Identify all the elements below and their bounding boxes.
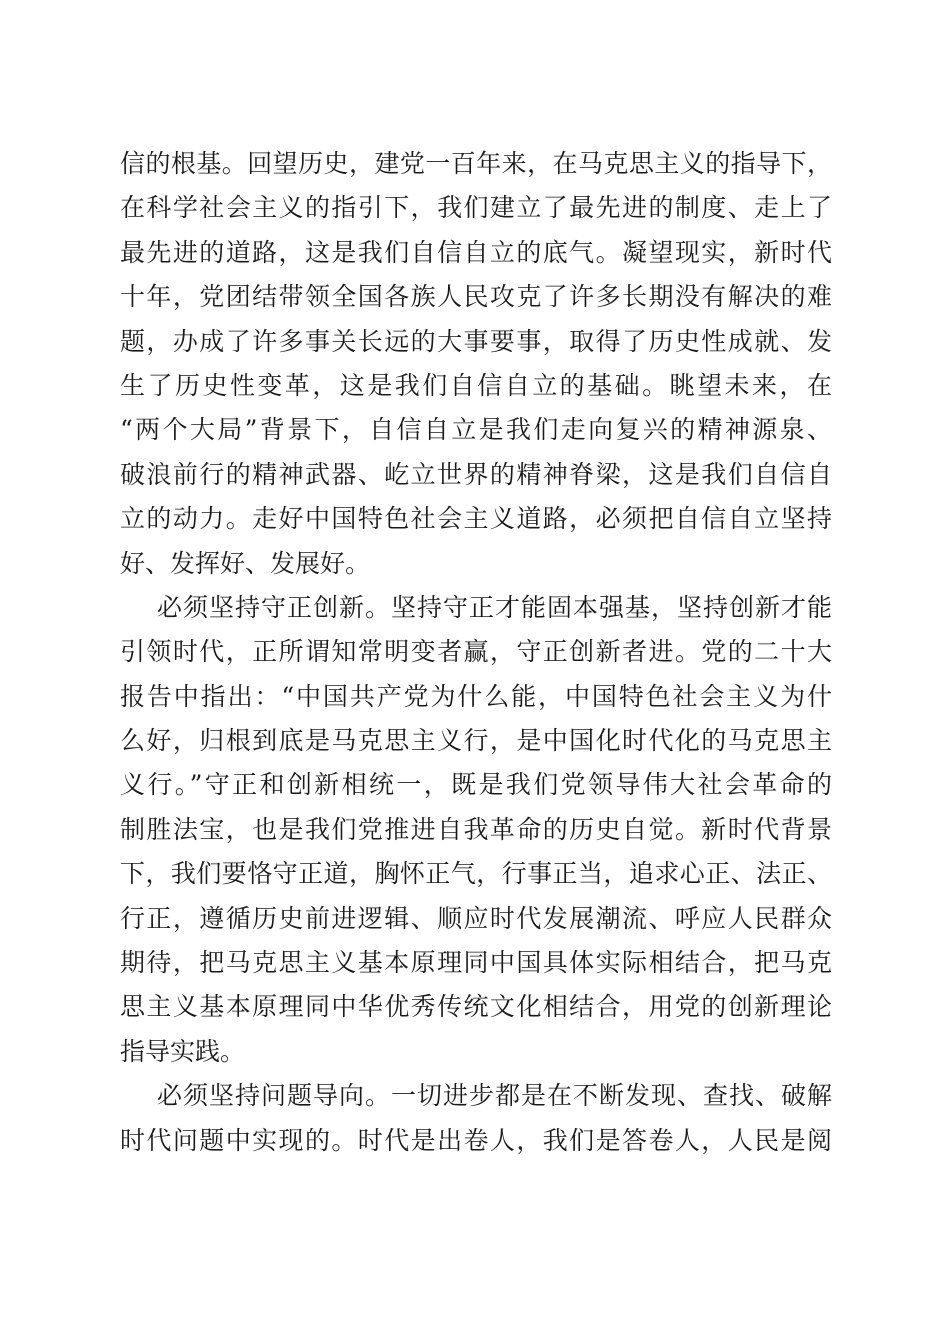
paragraph-1-line-4: 十年，党团结带领全国各族人民攻克了许多长期没有解决的难 xyxy=(120,282,832,312)
paragraph-1-line-9: 立的动力。走好中国特色社会主义道路，必须把自信自立坚持 xyxy=(120,504,832,534)
paragraph-2-line-1: 必须坚持守正创新。坚持守正才能固本强基，坚持创新才能 xyxy=(157,592,832,622)
paragraph-2-line-7: 下，我们要恪守正道，胸怀正气，行事正当，追求心正、法正、 xyxy=(120,859,832,889)
paragraph-2-line-10: 思主义基本原理同中华优秀传统文化相结合，用党的创新理论 xyxy=(120,992,832,1022)
paragraph-1-line-3: 最先进的道路，这是我们自信自立的底气。凝望现实，新时代 xyxy=(120,237,832,267)
paragraph-1-line-2: 在科学社会主义的指引下，我们建立了最先进的制度、走上了 xyxy=(120,193,832,223)
paragraph-3-line-2: 时代问题中实现的。时代是出卷人，我们是答卷人，人民是阅 xyxy=(120,1125,832,1155)
paragraph-1-line-1: 信的根基。回望历史，建党一百年来，在马克思主义的指导下， xyxy=(120,149,832,178)
paragraph-2-line-3: 报告中指出：“中国共产党为什么能，中国特色社会主义为什 xyxy=(120,681,832,711)
paragraph-2-line-8: 行正，遵循历史前进逻辑、顺应时代发展潮流、呼应人民群众 xyxy=(120,903,832,933)
paragraph-2-line-9: 期待，把马克思主义基本原理同中国具体实际相结合，把马克 xyxy=(120,948,832,978)
paragraph-1-line-6: 生了历史性变革，这是我们自信自立的基础。眺望未来，在 xyxy=(120,370,832,400)
paragraph-2-line-2: 引领时代，正所谓知常明变者赢，守正创新者进。党的二十大 xyxy=(120,637,832,667)
body-text xyxy=(120,142,832,1163)
paragraph-2-line-4: 么好，归根到底是马克思主义行，是中国化时代化的马克思主 xyxy=(120,726,832,756)
paragraph-3-line-1: 必须坚持问题导向。一切进步都是在不断发现、查找、破解 xyxy=(157,1081,832,1111)
paragraph-2-line-5: 义行。”守正和创新相统一，既是我们党领导伟大社会革命的 xyxy=(120,770,832,800)
paragraph-1-line-7: “两个大局”背景下，自信自立是我们走向复兴的精神源泉、 xyxy=(120,415,832,445)
paragraph-2-line-6: 制胜法宝，也是我们党推进自我革命的历史自觉。新时代背景 xyxy=(120,814,832,844)
paragraph-1-line-10: 好、发挥好、发展好。 xyxy=(120,548,371,578)
paragraph-1-line-5: 题，办成了许多事关长远的大事要事，取得了历史性成就、发 xyxy=(120,326,832,356)
paragraph-1-line-8: 破浪前行的精神武器、屹立世界的精神脊梁，这是我们自信自 xyxy=(120,459,832,489)
paragraph-2-line-11: 指导实践。 xyxy=(120,1036,246,1066)
